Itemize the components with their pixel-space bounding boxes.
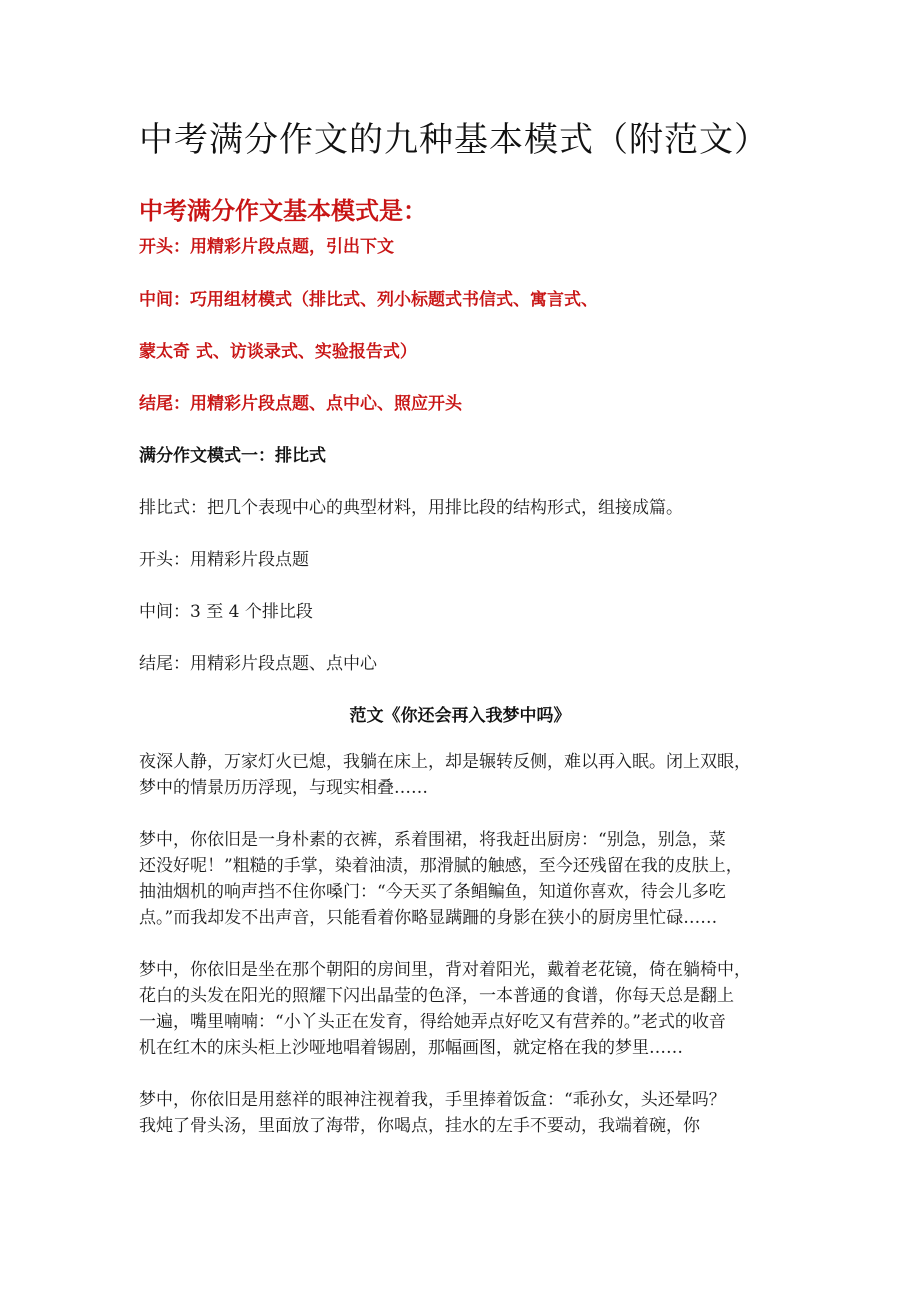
structure-line-ending: 结尾：用精彩片段点题、点中心、照应开头 bbox=[139, 394, 462, 414]
paragraph-line: 还没好呢！”粗糙的手掌，染着油渍，那滑腻的触感，至今还残留在我的皮肤上， bbox=[139, 856, 743, 876]
paragraph-line: 花白的头发在阳光的照耀下闪出晶莹的色泽，一本普通的食谱，你每天总是翻上 bbox=[139, 986, 734, 1006]
structure-line-opening: 开头：用精彩片段点题，引出下文 bbox=[139, 237, 394, 257]
mode-one-definition: 排比式：把几个表现中心的典型材料，用排比段的结构形式，组接成篇。 bbox=[139, 498, 683, 518]
paragraph-line: 梦中，你依旧是一身朴素的衣裤，系着围裙，将我赶出厨房：“别急，别急，菜 bbox=[139, 830, 726, 850]
mode-one-opening: 开头：用精彩片段点题 bbox=[139, 550, 309, 570]
paragraph-line: 我炖了骨头汤，里面放了海带，你喝点，挂水的左手不要动，我端着碗，你 bbox=[139, 1116, 700, 1136]
section-heading-basic-modes: 中考满分作文基本模式是： bbox=[139, 196, 427, 225]
essay-paragraph bbox=[139, 749, 784, 801]
mode-one-ending: 结尾：用精彩片段点题、点中心 bbox=[139, 654, 377, 674]
paragraph-line: 梦中的情景历历浮现，与现实相叠…… bbox=[139, 778, 428, 798]
essay-paragraph bbox=[139, 827, 784, 931]
paragraph-line: 点。”而我却发不出声音，只能看着你略显蹒跚的身影在狭小的厨房里忙碌…… bbox=[139, 908, 718, 928]
paragraph-line: 夜深人静，万家灯火已熄，我躺在床上，却是辗转反侧，难以再入眠。闭上双眼， bbox=[139, 752, 751, 772]
paragraph-line: 梦中，你依旧是坐在那个朝阳的房间里，背对着阳光，戴着老花镜，倚在躺椅中， bbox=[139, 960, 751, 980]
paragraph-line: 抽油烟机的响声挡不住你嗓门：“今天买了条鲳鳊鱼，知道你喜欢，待会儿多吃 bbox=[139, 882, 726, 902]
paragraph-line: 一遍，嘴里喃喃：“小丫头正在发育，得给她弄点好吃又有营养的。”老式的收音 bbox=[139, 1012, 726, 1032]
paragraph-line: 机在红木的床头柜上沙哑地唱着锡剧，那幅画图，就定格在我的梦里…… bbox=[139, 1038, 683, 1058]
essay-paragraph bbox=[139, 1087, 784, 1139]
mode-one-middle: 中间：3 至 4 个排比段 bbox=[139, 602, 313, 622]
document-title: 中考满分作文的九种基本模式（附范文） bbox=[139, 121, 769, 159]
mode-one-heading: 满分作文模式一：排比式 bbox=[139, 446, 326, 466]
structure-line-middle-continued: 蒙太奇 式、访谈录式、实验报告式） bbox=[139, 342, 417, 362]
essay-paragraph bbox=[139, 957, 784, 1061]
paragraph-line: 梦中，你依旧是用慈祥的眼神注视着我，手里捧着饭盒：“乖孙女，头还晕吗？ bbox=[139, 1090, 726, 1110]
essay-title: 范文《你还会再入我梦中吗》 bbox=[349, 706, 571, 726]
structure-line-middle: 中间：巧用组材模式（排比式、列小标题式书信式、寓言式、 bbox=[139, 290, 598, 310]
